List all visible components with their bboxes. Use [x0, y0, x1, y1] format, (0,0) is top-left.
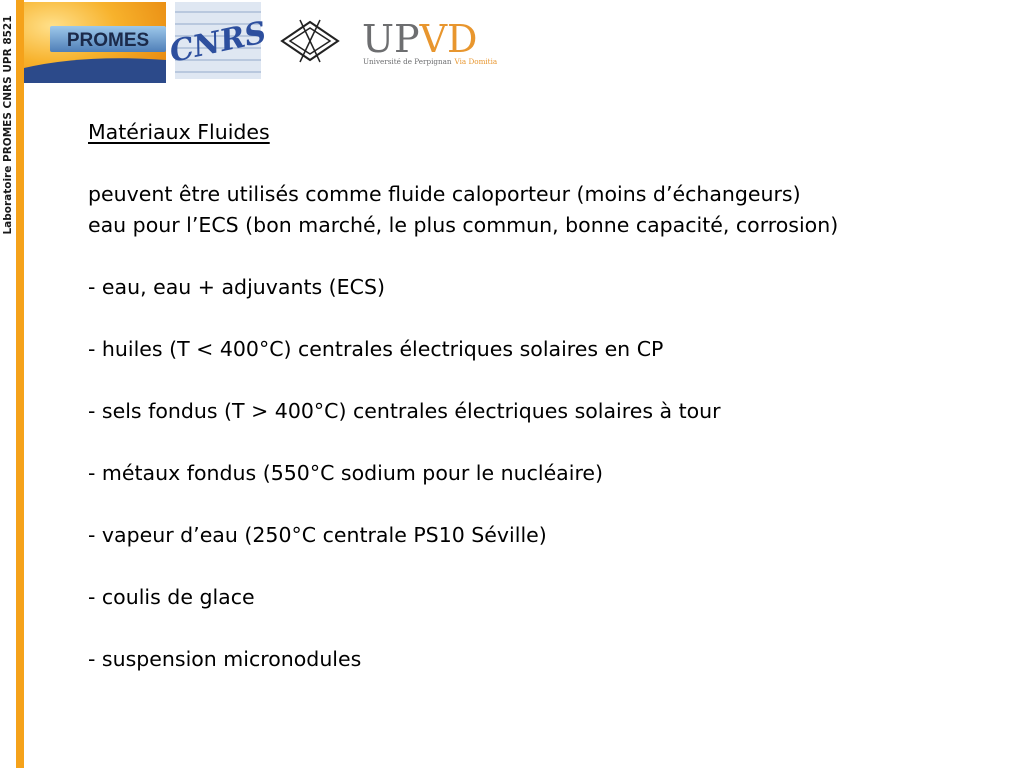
list-item: - eau, eau + adjuvants (ECS)	[88, 275, 385, 299]
intro-line-1: peuvent être utilisés comme fluide caloporteur (moins d’échangeurs)	[88, 182, 801, 206]
list-item: - suspension micronodules	[88, 647, 362, 671]
upvd-subtitle: Université de Perpignan Via Domitia	[363, 57, 498, 66]
upvd-logo-text: UPVD	[362, 17, 478, 61]
slide-content	[88, 117, 988, 675]
list-item: - vapeur d’eau (250°C centrale PS10 Séville)	[88, 523, 547, 547]
side-lab-label	[0, 0, 16, 250]
orange-side-bar	[16, 0, 24, 768]
promes-logo-text: PROMES	[66, 30, 150, 51]
upvd-logo	[360, 16, 498, 72]
cnrs-logo-text: CNRS	[166, 15, 270, 70]
list-item: - sels fondus (T > 400°C) centrales électriques solaires à tour	[88, 399, 721, 423]
list-item: - métaux fondus (550°C sodium pour le nucléaire)	[88, 461, 604, 485]
list-item: - huiles (T < 400°C) centrales électriques solaires en CP	[88, 337, 664, 361]
diamond-emblem-icon	[278, 18, 342, 64]
slide-title: Matériaux Fluides	[88, 120, 270, 144]
list-item: - coulis de glace	[88, 585, 255, 609]
promes-logo	[24, 2, 166, 83]
side-label-text: Laboratoire PROMES CNRS UPR 8521	[2, 15, 14, 235]
intro-line-2: eau pour l’ECS (bon marché, le plus commun, bonne capacité, corrosion)	[88, 213, 839, 237]
cnrs-logo	[166, 2, 270, 79]
